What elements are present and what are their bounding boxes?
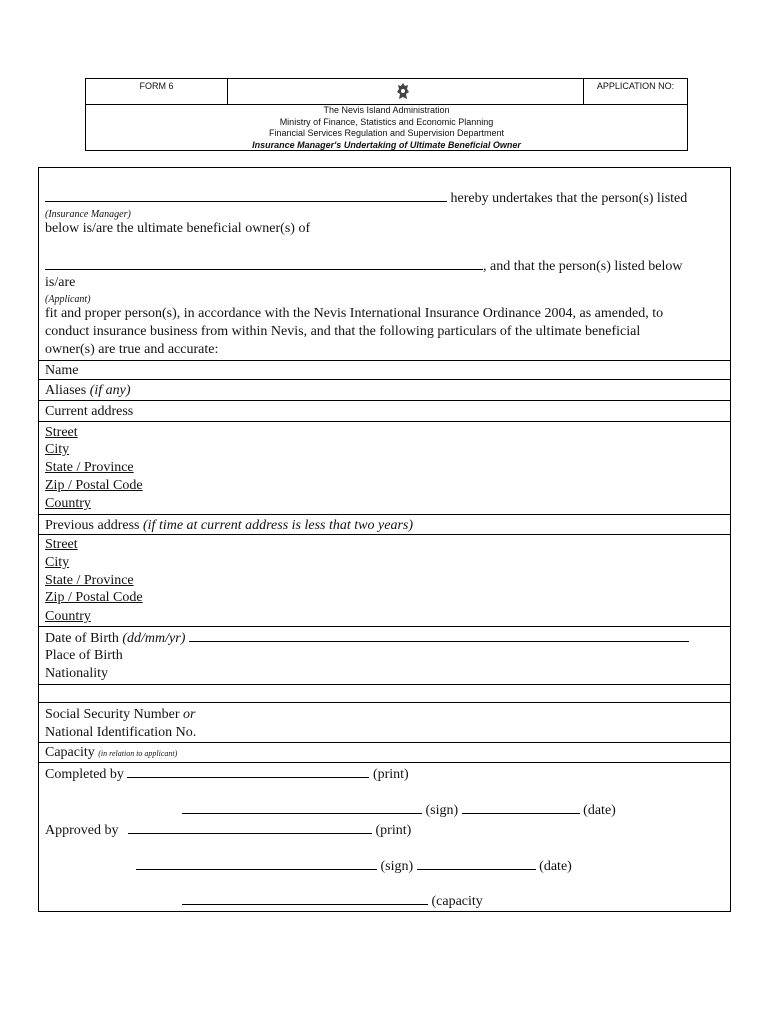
aliases-note: (if any) xyxy=(89,383,131,398)
capacity-field[interactable] xyxy=(45,744,177,762)
header-line: Financial Services Regulation and Supervision Department xyxy=(268,128,505,138)
row-divider xyxy=(39,702,730,703)
header-lines xyxy=(86,105,687,151)
approved-by-date-field[interactable] xyxy=(417,857,536,870)
place-of-birth-field[interactable]: Place of Birth xyxy=(45,648,123,663)
applicant-line xyxy=(45,257,682,275)
approved-by-label: Approved by xyxy=(45,823,119,838)
date-label: (date) xyxy=(539,859,572,874)
ssn-field[interactable] xyxy=(45,706,195,723)
form-title: Insurance Manager's Undertaking of Ultimate Beneficial Owner xyxy=(252,139,521,150)
form-number: FORM 6 xyxy=(86,79,228,104)
applicant-field[interactable] xyxy=(45,257,483,270)
declaration-line: owner(s) are true and accurate: xyxy=(45,342,219,357)
completed-by-sign-field[interactable] xyxy=(182,801,422,814)
completed-by-line xyxy=(45,765,409,783)
row-divider xyxy=(39,626,730,627)
header-top-row xyxy=(86,79,687,105)
completed-sign-line xyxy=(182,801,616,819)
current-country-field[interactable]: Country xyxy=(45,496,91,511)
print-label: (print) xyxy=(375,823,412,838)
print-label: (print) xyxy=(372,767,409,782)
completed-by-label: Completed by xyxy=(45,767,124,782)
row-divider xyxy=(39,534,730,535)
sign-label: (sign) xyxy=(425,803,459,818)
date-label: (date) xyxy=(583,803,616,818)
declaration-line: fit and proper person(s), in accordance with the Nevis International Insurance Ordinance 2004, as amended, to xyxy=(45,306,664,321)
previous-state-field[interactable]: State / Province xyxy=(45,573,134,588)
ssn-label: Social Security Number xyxy=(45,707,180,722)
capacity-sign-label: (capacity xyxy=(431,894,483,909)
current-state-field[interactable]: State / Province xyxy=(45,460,134,475)
row-divider xyxy=(39,421,730,422)
completed-by-date-field[interactable] xyxy=(462,801,580,814)
national-id-field[interactable]: National Identification No. xyxy=(45,725,197,740)
completed-by-print-field[interactable] xyxy=(127,765,369,778)
approved-sign-line xyxy=(136,857,572,875)
below-text: below is/are the ultimate beneficial owner(s) of xyxy=(45,221,311,236)
declaration-line: conduct insurance business from within Nevis, and that the following particulars of the ultimate beneficial xyxy=(45,324,641,339)
previous-zip-field[interactable]: Zip / Postal Code xyxy=(45,590,143,605)
form-header xyxy=(85,78,688,151)
previous-city-field[interactable]: City xyxy=(45,555,70,570)
approved-by-sign-field[interactable] xyxy=(136,857,377,870)
row-divider xyxy=(39,360,730,361)
previous-street-field[interactable]: Street xyxy=(45,537,78,552)
previous-country-field[interactable]: Country xyxy=(45,609,91,624)
row-divider xyxy=(39,684,730,685)
row-divider xyxy=(39,400,730,401)
capacity-sign-line xyxy=(182,892,483,910)
aliases-field[interactable] xyxy=(45,382,131,399)
dob-note: (dd/mm/yr) xyxy=(122,631,186,646)
approved-by-line xyxy=(45,821,411,839)
insurance-manager-caption: (Insurance Manager) xyxy=(45,209,131,220)
undertakes-line xyxy=(45,189,687,207)
ssn-or: or xyxy=(183,707,196,722)
insurance-manager-field[interactable] xyxy=(45,189,447,202)
isare-text: is/are xyxy=(45,275,76,290)
current-address-label: Current address xyxy=(45,404,134,419)
row-divider xyxy=(39,742,730,743)
approved-by-print-field[interactable] xyxy=(128,821,372,834)
current-zip-field[interactable]: Zip / Postal Code xyxy=(45,478,143,493)
dob-field[interactable] xyxy=(189,629,689,642)
dob-label: Date of Birth xyxy=(45,631,119,646)
dob-line xyxy=(45,629,689,647)
approved-by-capacity-field[interactable] xyxy=(182,892,428,905)
sign-label: (sign) xyxy=(380,859,414,874)
aliases-label: Aliases xyxy=(45,383,87,398)
previous-address-label xyxy=(45,517,413,534)
coat-of-arms-icon xyxy=(396,82,410,102)
undertaking-form xyxy=(38,167,731,912)
name-field[interactable]: Name xyxy=(45,363,79,378)
listed-below-text: , and that the person(s) listed below xyxy=(483,259,683,274)
row-divider xyxy=(39,379,730,380)
header-line: Ministry of Finance, Statistics and Economic Planning xyxy=(279,116,494,127)
row-divider xyxy=(39,514,730,515)
current-street-field[interactable]: Street xyxy=(45,425,78,440)
application-number: APPLICATION NO: xyxy=(583,79,687,104)
previous-address-note: (if time at current address is less that two years) xyxy=(143,518,413,533)
capacity-note: (in relation to applicant) xyxy=(98,749,178,758)
applicant-caption: (Applicant) xyxy=(45,294,91,305)
row-divider xyxy=(39,762,730,763)
current-city-field[interactable]: City xyxy=(45,442,70,457)
header-line: The Nevis Island Administration xyxy=(323,105,450,115)
undertakes-text: hereby undertakes that the person(s) listed xyxy=(450,191,688,206)
previous-address-text: Previous address xyxy=(45,518,140,533)
capacity-label: Capacity xyxy=(45,745,95,760)
nationality-field[interactable]: Nationality xyxy=(45,666,108,681)
